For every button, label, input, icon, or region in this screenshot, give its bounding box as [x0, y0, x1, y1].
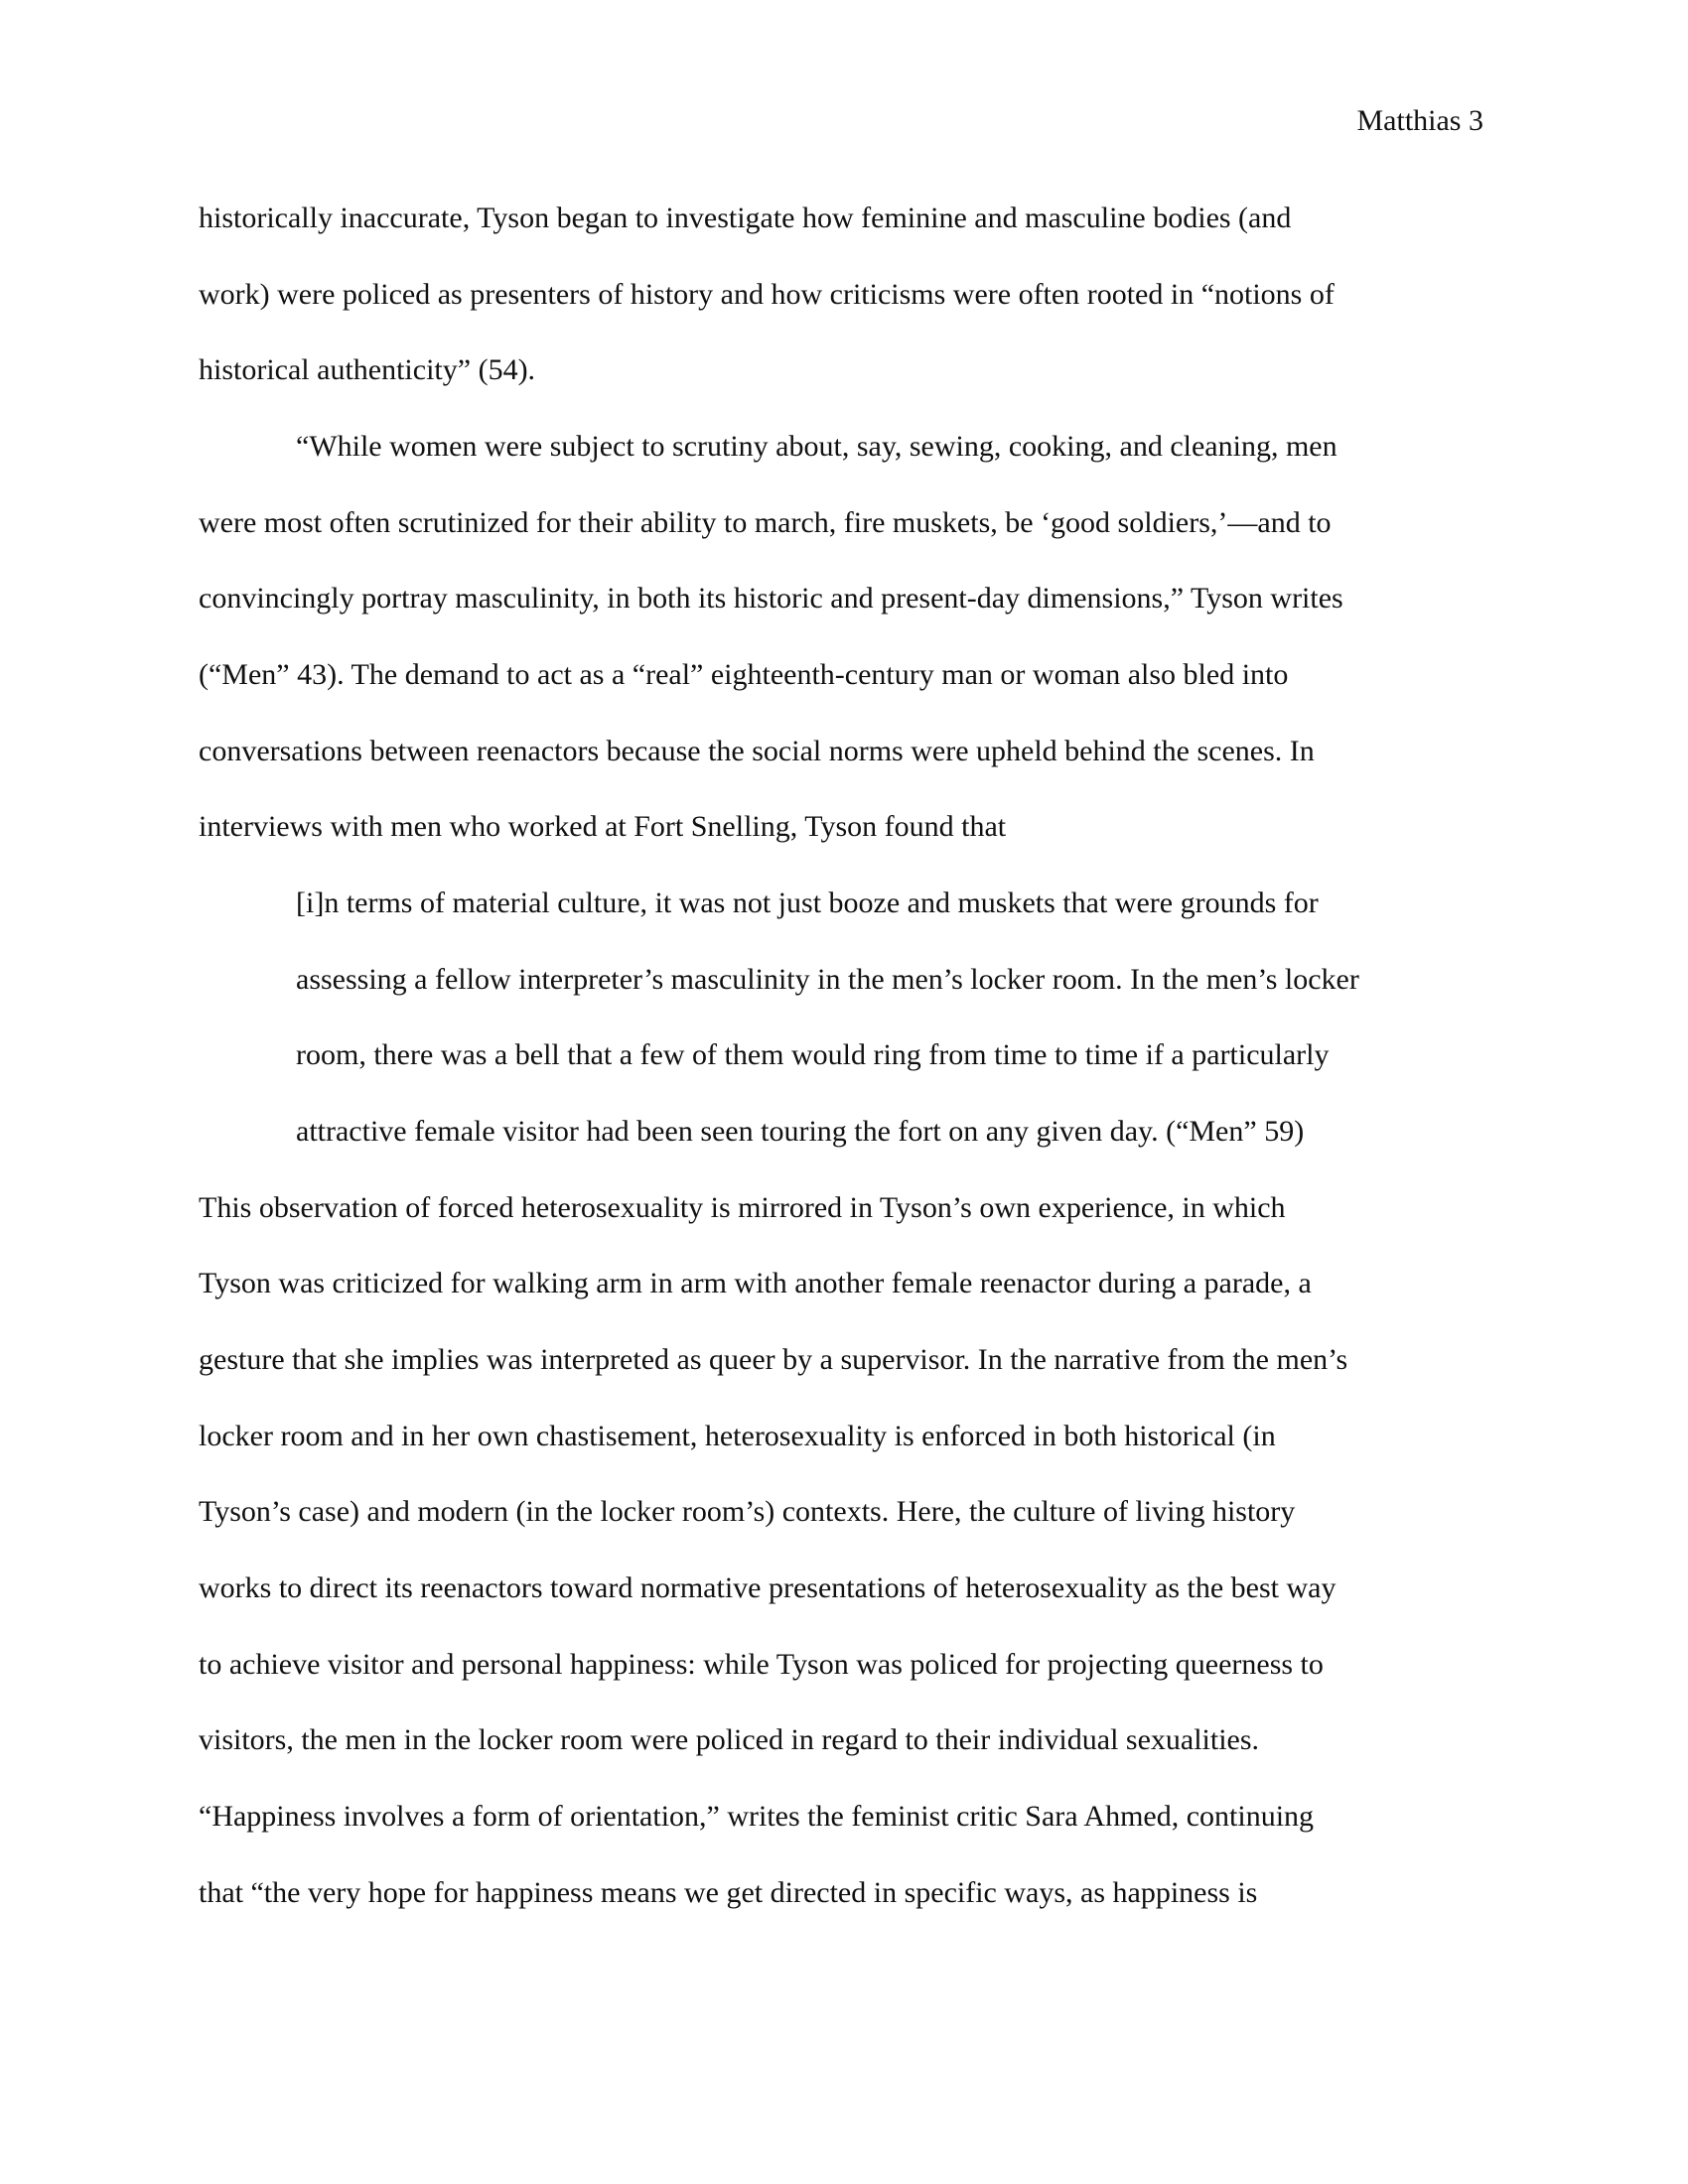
block-quote-line: assessing a fellow interpreter’s masculinity in the men’s locker room. In the men’s locker	[296, 963, 1359, 996]
running-head: Matthias 3	[1356, 104, 1483, 137]
body-line: visitors, the men in the locker room were policed in regard to their individual sexualities.	[199, 1723, 1260, 1756]
body-line: Tyson was criticized for walking arm in arm with another female reenactor during a parade, a	[199, 1267, 1312, 1299]
paragraph-first-line: “While women were subject to scrutiny about, say, sewing, cooking, and cleaning, men	[296, 430, 1337, 463]
body-line: historical authenticity” (54).	[199, 353, 536, 386]
body-line: gesture that she implies was interpreted as queer by a supervisor. In the narrative from the men’s	[199, 1343, 1348, 1376]
body-line: that “the very hope for happiness means we get directed in specific ways, as happiness is	[199, 1876, 1258, 1909]
body-line: work) were policed as presenters of history and how criticisms were often rooted in “notions of	[199, 278, 1335, 311]
block-quote-line: room, there was a bell that a few of them would ring from time to time if a particularly	[296, 1038, 1330, 1071]
block-quote-line: [i]n terms of material culture, it was not just booze and muskets that were grounds for	[296, 887, 1319, 919]
body-line: works to direct its reenactors toward normative presentations of heterosexuality as the best way	[199, 1571, 1336, 1604]
body-line: historically inaccurate, Tyson began to investigate how feminine and masculine bodies (and	[199, 202, 1292, 234]
body-line: This observation of forced heterosexuality is mirrored in Tyson’s own experience, in which	[199, 1191, 1286, 1224]
body-line: convincingly portray masculinity, in both its historic and present-day dimensions,” Tyson writes	[199, 582, 1343, 614]
body-line: to achieve visitor and personal happiness: while Tyson was policed for projecting queerness to	[199, 1648, 1324, 1681]
body-line: interviews with men who worked at Fort Snelling, Tyson found that	[199, 810, 1007, 843]
body-line: locker room and in her own chastisement, heterosexuality is enforced in both historical (in	[199, 1420, 1276, 1452]
body-line: conversations between reenactors because the social norms were upheld behind the scenes. In	[199, 735, 1315, 767]
body-line: “Happiness involves a form of orientation,” writes the feminist critic Sara Ahmed, continuing	[199, 1800, 1315, 1833]
body-line: Tyson’s case) and modern (in the locker room’s) contexts. Here, the culture of living history	[199, 1495, 1296, 1528]
block-quote-line: attractive female visitor had been seen touring the fort on any given day. (“Men” 59)	[296, 1115, 1305, 1148]
body-line: were most often scrutinized for their ability to march, fire muskets, be ‘good soldiers,’—and to	[199, 506, 1332, 539]
body-line: (“Men” 43). The demand to act as a “real” eighteenth-century man or woman also bled into	[199, 658, 1289, 691]
